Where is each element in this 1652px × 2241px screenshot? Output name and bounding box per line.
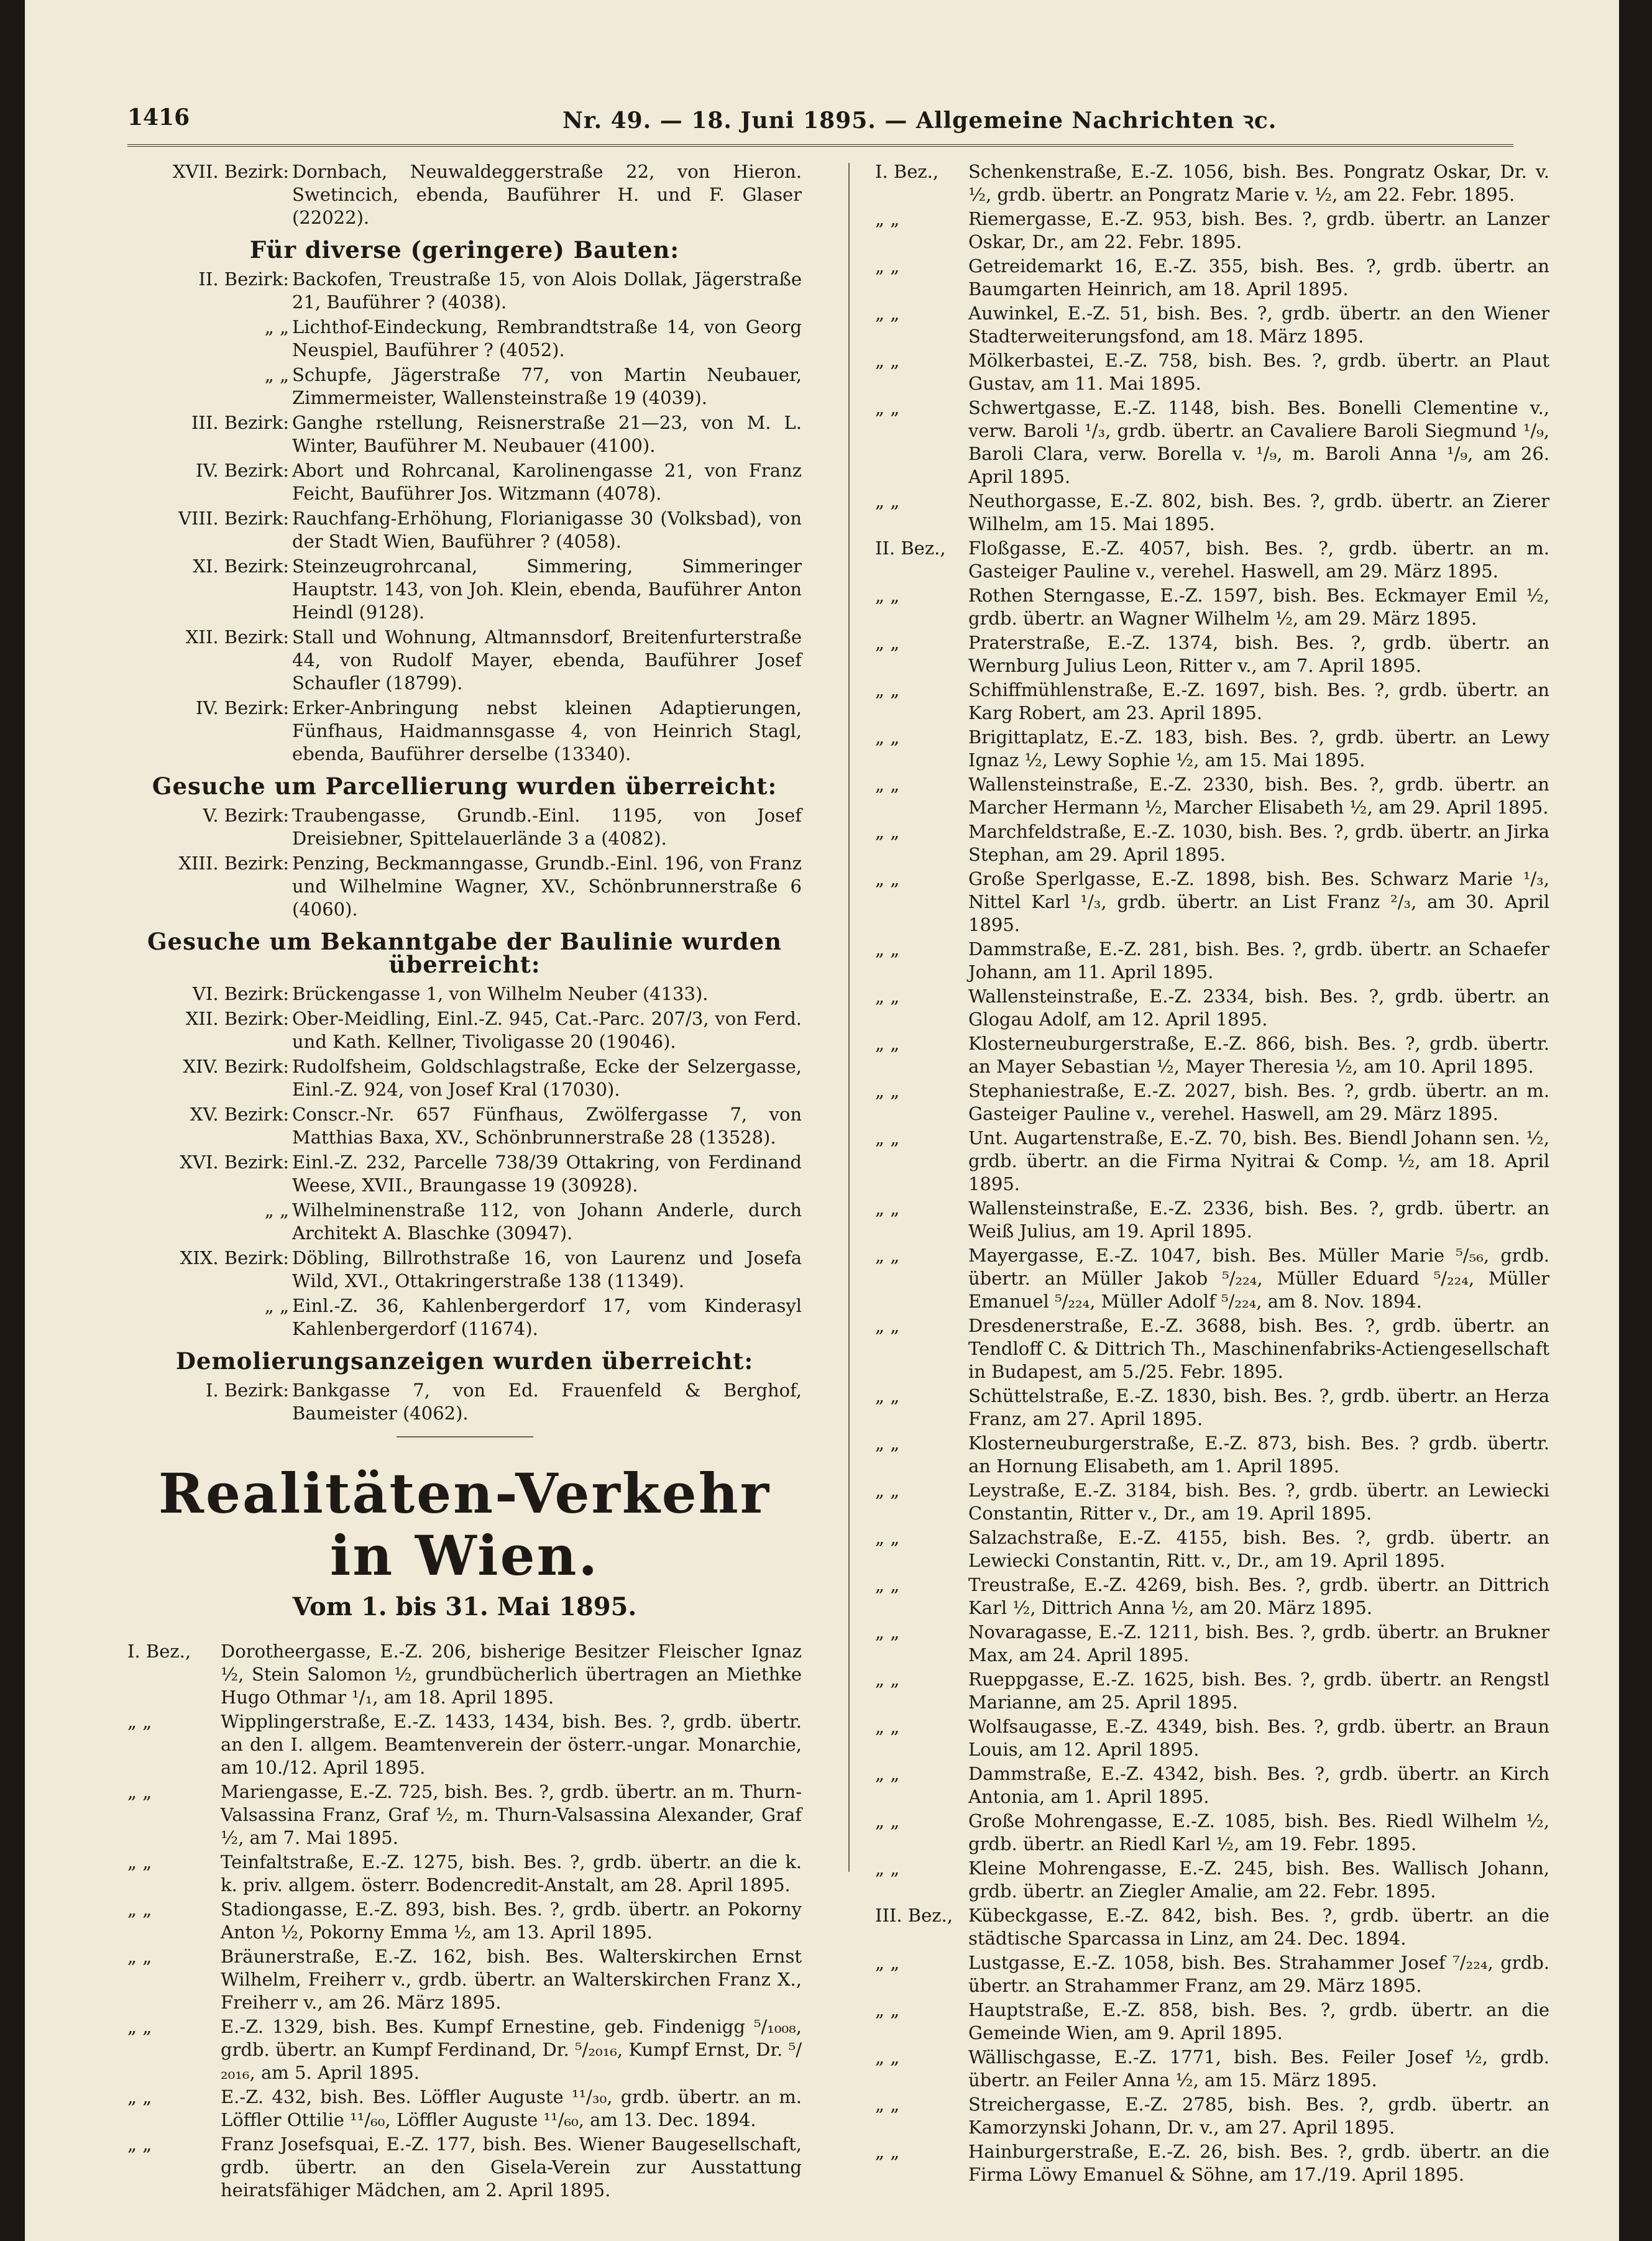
entry — [875, 1904, 1549, 1950]
entry-text: Erker-Anbringung nebst kleinen Adaptierungen, Fünfhaus, Haidmannsgasse 4, von Heinrich Stagl, ebenda, Bauführer derselbe (13340). — [292, 697, 802, 764]
entry-text: Döbling, Billrothstraße 16, von Laurenz und Josefa Wild, XVI., Ottakringerstraße 138 (11349). — [292, 1247, 802, 1291]
entry-text: Rudolfsheim, Goldschlagstraße, Ecke der Selzergasse, Einl.-Z. 924, von Josef Kral (17030). — [292, 1056, 802, 1100]
entry — [875, 1999, 1549, 2045]
entry-label: „ „ — [875, 1574, 900, 1595]
entry-label: XIX. Bezirk: — [180, 1247, 289, 1268]
section-heading-parcel: Gesuche um Parcellierung wurden überreicht: — [152, 772, 778, 800]
entry-text: Schenkenstraße, E.-Z. 1056, bish. Bes. Pongratz Oskar, Dr. v. ½, grdb. übertr. an Pongratz Marie v. ½, am 22. Febr. 1895. — [968, 161, 1549, 205]
entry — [127, 2133, 802, 2202]
entry-label: XVII. Bezirk: — [172, 161, 289, 182]
entry — [875, 1810, 1549, 1856]
entry-text: Riemergasse, E.-Z. 953, bish. Bes. ?, grdb. übertr. an Lanzer Oskar, Dr., am 22. Febr. 1895. — [968, 208, 1549, 252]
entry-text: Bräunerstraße, E.-Z. 162, bish. Bes. Walterskirchen Ernst Wilhelm, Freiherr v., grdb. übertr. an Walterskirchen Franz X., Freiherr v., am 26. März 1895. — [221, 1946, 802, 2013]
entry-label: „ „ — [875, 303, 900, 324]
entry-text: Mölkerbastei, E.-Z. 758, bish. Bes. ?, grdb. übertr. an Plaut Gustav, am 11. Mai 1895. — [968, 350, 1549, 394]
entry — [127, 507, 802, 553]
entry — [875, 1127, 1549, 1196]
entry-text: Wipplingerstraße, E.-Z. 1433, 1434, bish. Bes. ?, grdb. übertr. an den I. allgem. Beamtenverein der österr.-ungar. Monarchie, am 10./12. April 1895. — [221, 1711, 802, 1778]
entry — [875, 820, 1549, 866]
entry-text: Dresdenerstraße, E.-Z. 3688, bish. Bes. ?, grdb. übertr. an Tendloff C. & Dittrich Th., Maschinenfabriks-Actiengesellschaft in Budapest, am 5./25. Febr. 1895. — [968, 1315, 1549, 1382]
entry-label: „ „ — [127, 1711, 152, 1732]
entry-text: Steinzeugrohrcanal, Simmering, Simmeringer Hauptstr. 143, von Joh. Klein, ebenda, Bauführer Anton Heindl (9128). — [292, 556, 802, 623]
entry — [127, 2086, 802, 2132]
entry-text: Stadiongasse, E.-Z. 893, bish. Bes. ?, grdb. übertr. an Pokorny Anton ½, Pokorny Emma ½, am 13. April 1895. — [221, 1899, 802, 1943]
entry — [127, 983, 802, 1006]
entry-text: Stephaniestraße, E.-Z. 2027, bish. Bes. ?, grdb. übertr. an m. Gasteiger Pauline v., verehel. Haswell, am 29. März 1895. — [968, 1080, 1549, 1124]
entry-text: Große Sperlgasse, E.-Z. 1898, bish. Bes. Schwarz Marie ¹/₃, Nittel Karl ¹/₃, grdb. übertr. an List Franz ²/₃, am 30. April 1895. — [968, 868, 1549, 935]
entry-text: Große Mohrengasse, E.-Z. 1085, bish. Bes. Riedl Wilhelm ½, grdb. übertr. an Riedl Karl ½, am 19. Febr. 1895. — [968, 1810, 1549, 1854]
entry — [127, 459, 802, 505]
entry — [875, 938, 1549, 984]
entry-text: Unt. Augartenstraße, E.-Z. 70, bish. Bes. Biendl Johann sen. ½, grdb. übertr. an die Firma Nyitrai & Comp. ½, am 18. April 1895. — [968, 1127, 1549, 1194]
entry-label: „ „ — [875, 1669, 900, 1690]
entry-text: Rothen Sterngasse, E.-Z. 1597, bish. Bes. Eckmayer Emil ½, grdb. übertr. an Wagner Wilhelm ½, am 29. März 1895. — [968, 585, 1549, 629]
entry — [875, 208, 1549, 254]
entry-text: Wällischgasse, E.-Z. 1771, bish. Bes. Feiler Josef ½, grdb. übertr. an Feiler Anna ½, am 15. März 1895. — [968, 2046, 1549, 2091]
entry — [127, 1710, 802, 1779]
entry-label: „ „ — [875, 679, 900, 700]
entry — [127, 1007, 802, 1053]
entry-text: Einl.-Z. 36, Kahlenbergerdorf 17, vom Kinderasyl Kahlenbergerdorf (11674). — [292, 1295, 802, 1339]
entry — [875, 1621, 1549, 1667]
entry-label: „ „ — [875, 2141, 900, 2162]
entry — [127, 804, 802, 850]
entry — [875, 1574, 1549, 1620]
entry-label: „ „ — [127, 2086, 152, 2107]
entry — [127, 697, 802, 766]
entry — [875, 1762, 1549, 1808]
entry-label: II. Bezirk: — [198, 268, 289, 290]
entry-label: I. Bezirk: — [205, 1380, 289, 1401]
entry — [875, 2140, 1549, 2186]
entry-label: V. Bezirk: — [203, 805, 289, 826]
entry-label: „ „ — [875, 1245, 900, 1266]
entry-label: „ „ — [875, 397, 900, 418]
entry-label: „ „ — [875, 1315, 900, 1336]
entry — [127, 1851, 802, 1897]
entry-label: „ „ — [875, 726, 900, 748]
entry-text: Abort und Rohrcanal, Karolinengasse 21, von Franz Feicht, Bauführer Jos. Witzmann (4078). — [292, 460, 802, 504]
right-column — [875, 160, 1549, 2188]
entry — [875, 302, 1549, 348]
entry — [875, 349, 1549, 395]
entry — [875, 1385, 1549, 1431]
entry — [127, 555, 802, 624]
entry-label: „ „ — [875, 1858, 900, 1879]
entry-text: Salzachstraße, E.-Z. 4155, bish. Bes. ?, grdb. übertr. an Lewiecki Constantin, Ritt. v., Dr., am 19. April 1895. — [968, 1527, 1549, 1571]
entry-text: Traubengasse, Grundb.-Einl. 1195, von Josef Dreisiebner, Spittelauerlände 3 a (4082). — [292, 805, 802, 849]
entry-label: „ „ — [127, 1899, 152, 1920]
entry-label: VI. Bezirk: — [192, 983, 289, 1004]
entry — [127, 1103, 802, 1149]
entry-label: VIII. Bezirk: — [178, 508, 289, 529]
entry — [127, 316, 802, 362]
entry-label: „ „ — [875, 1127, 900, 1148]
entry-text: Wallensteinstraße, E.-Z. 2330, bish. Bes. ?, grdb. übertr. an Marcher Hermann ½, Marcher Elisabeth ½, am 29. April 1895. — [968, 774, 1549, 818]
entry — [127, 1199, 802, 1245]
entry-text: Wallensteinstraße, E.-Z. 2336, bish. Bes. ?, grdb. übertr. an Weiß Julius, am 19. April 1895. — [968, 1198, 1549, 1242]
entry-text: Rueppgasse, E.-Z. 1625, bish. Bes. ?, grdb. übertr. an Rengstl Marianne, am 25. April 1895. — [968, 1669, 1549, 1713]
entry-label: „ „ — [875, 1198, 900, 1219]
entry-text: Kleine Mohrengasse, E.-Z. 245, bish. Bes. Wallisch Johann, grdb. übertr. an Ziegler Amalie, am 22. Febr. 1895. — [968, 1858, 1549, 1902]
entry-label: „ „ — [127, 1781, 152, 1802]
entry — [875, 1314, 1549, 1383]
entry-text: Schupfe, Jägerstraße 77, von Martin Neubauer, Zimmermeister, Wallensteinstraße 19 (4039). — [292, 364, 802, 408]
entry-text: Brigittaplatz, E.-Z. 183, bish. Bes. ?, grdb. übertr. an Lewy Ignaz ½, Lewy Sophie ½, am 15. Mai 1895. — [968, 726, 1549, 771]
entry-text: Klosterneuburgerstraße, E.-Z. 873, bish. Bes. ? grdb. übertr. an Hornung Elisabeth, am 1. April 1895. — [968, 1432, 1549, 1477]
entry-label: III. Bezirk: — [191, 412, 289, 433]
entry-text: Hainburgerstraße, E.-Z. 26, bish. Bes. ?, grdb. übertr. an die Firma Löwy Emanuel & Söhne, am 17./19. April 1895. — [968, 2141, 1549, 2185]
entry — [127, 160, 802, 229]
entry-text: Wallensteinstraße, E.-Z. 2334, bish. Bes. ?, grdb. übertr. an Glogau Adolf, am 12. April 1895. — [968, 986, 1549, 1030]
entry-label: „ „ — [127, 1946, 152, 1967]
entry-text: Marchfeldstraße, E.-Z. 1030, bish. Bes. ?, grdb. übertr. an Jirka Stephan, am 29. April 1895. — [968, 821, 1549, 865]
entry-label: „ „ — [875, 1716, 900, 1737]
entry-label: „ „ — [127, 1851, 152, 1872]
demolition-list — [127, 1379, 802, 1425]
entry-text: Franz Josefsquai, E.-Z. 177, bish. Bes. Wiener Baugesellschaft, grdb. übertr. an den Gisela-Verein zur Ausstattung heiratsfähiger Mädchen, am 2. April 1895. — [221, 2133, 802, 2201]
entry-text: Rauchfang-Erhöhung, Florianigasse 30 (Volksbad), von der Stadt Wien, Bauführer ? (4058). — [292, 508, 802, 552]
entry — [875, 679, 1549, 725]
entry — [875, 490, 1549, 536]
entry — [875, 1432, 1549, 1478]
entry — [127, 1295, 802, 1340]
entry — [127, 1898, 802, 1944]
entry-text: Ober-Meidling, Einl.-Z. 945, Cat.-Parc. 207/3, von Ferd. und Kath. Kellner, Tivoligasse 20 (19046). — [292, 1008, 802, 1052]
entry-label: XIII. Bezirk: — [178, 853, 289, 874]
entry — [875, 985, 1549, 1031]
entry-text: Lichthof-Eindeckung, Rembrandtstraße 14, von Georg Neuspiel, Bauführer ? (4052). — [292, 316, 802, 360]
entry-label: II. Bez., — [875, 538, 946, 559]
entry — [127, 2015, 802, 2084]
page-header — [127, 101, 1513, 138]
entry-text: Conscr.-Nr. 657 Fünfhaus, Zwölfergasse 7, von Matthias Baxa, XV., Schönbrunnerstraße 28 (13528). — [292, 1104, 802, 1148]
entry-text: Wilhelminenstraße 112, von Johann Anderle, durch Architekt A. Blaschke (30947). — [292, 1199, 802, 1244]
entry — [127, 411, 802, 457]
entry-label: „ „ — [875, 1080, 900, 1101]
entry-text: Mayergasse, E.-Z. 1047, bish. Bes. Müller Marie ⁵/₅₆, grdb. übertr. an Müller Jakob ⁵/₂₂₄, Müller Eduard ⁵/₂₂₄, Müller Emanuel ⁵/₂₂₄, Müller Adolf ⁵/₂₂₄, am 8. Nov. 1894. — [968, 1245, 1549, 1312]
entry-label: III. Bez., — [875, 1905, 953, 1926]
entry-text: E.-Z. 432, bish. Bes. Löffler Auguste ¹¹/₃₀, grdb. übertr. an m. Löffler Ottilie ¹¹/₆₀, Löffler Auguste ¹¹/₆₀, am 13. Dec. 1894. — [221, 2086, 802, 2130]
entry-text: Brückengasse 1, von Wilhelm Neuber (4133). — [292, 983, 709, 1004]
entry-text: Leystraße, E.-Z. 3184, bish. Bes. ?, grdb. übertr. an Lewiecki Constantin, Ritter v., Dr., am 19. April 1895. — [968, 1480, 1549, 1524]
entry-text: Praterstraße, E.-Z. 1374, bish. Bes. ?, grdb. übertr. an Wernburg Julius Leon, Ritter v., am 7. April 1895. — [968, 632, 1549, 676]
entry — [875, 1526, 1549, 1572]
entry — [875, 726, 1549, 772]
entry-text: Mariengasse, E.-Z. 725, bish. Bes. ?, grdb. übertr. an m. Thurn-Valsassina Franz, Graf ½, m. Thurn-Valsassina Alexander, Graf ½, am 7. Mai 1895. — [221, 1781, 802, 1848]
entry — [875, 631, 1549, 677]
left-column — [127, 160, 802, 2203]
entry-text: Einl.-Z. 232, Parcelle 738/39 Ottakring, von Ferdinand Weese, XVII., Braungasse 19 (30928). — [292, 1152, 802, 1196]
entry-label: „ „ — [875, 1480, 900, 1501]
page-number: 1416 — [127, 104, 190, 131]
entry-label: XVI. Bezirk: — [180, 1152, 289, 1173]
entry-label: „ „ — [875, 774, 900, 795]
entry-text: Wolfsaugasse, E.-Z. 4349, bish. Bes. ?, grdb. übertr. an Braun Louis, am 12. April 1895. — [968, 1716, 1549, 1760]
entry-text: Bankgasse 7, von Ed. Frauenfeld & Berghof, Baumeister (4062). — [292, 1380, 802, 1424]
entry-label: „ „ — [875, 2046, 900, 2068]
entry-label: XIV. Bezirk: — [183, 1056, 289, 1077]
entry-label: „ „ — [875, 1432, 900, 1454]
entry-text: Streichergasse, E.-Z. 2785, bish. Bes. ?, grdb. übertr. an Kamorzynski Johann, Dr. v., am 27. April 1895. — [968, 2094, 1549, 2138]
entry-label: „ „ — [875, 2094, 900, 2115]
newspaper-page — [25, 0, 1619, 2241]
entry-label: „ „ — [875, 208, 900, 229]
entry-label: „ „ — [875, 632, 900, 653]
entry — [127, 1379, 802, 1425]
entry-label: I. Bez., — [127, 1641, 191, 1662]
entry-label: XV. Bezirk: — [190, 1104, 289, 1125]
entry — [875, 396, 1549, 488]
entry-text: Stall und Wohnung, Altmannsdorf, Breitenfurterstraße 44, von Rudolf Mayer, ebenda, Bauführer Josef Schaufler (18799). — [292, 626, 802, 694]
entry — [875, 2046, 1549, 2092]
entry-label: „ „ — [875, 1952, 900, 1973]
section-heading-demolition: Demolierungsanzeigen wurden überreicht: — [175, 1347, 754, 1375]
entry-text: Schwertgasse, E.-Z. 1148, bish. Bes. Bonelli Clementine v., verw. Baroli ¹/₃, grdb. übertr. an Cavaliere Baroli Siegmund ¹/₉, Baroli Clara, verw. Borella v. ¹/₉, m. Baroli Anna ¹/₉, am 26. April 1895. — [968, 397, 1549, 487]
entry-label: IV. Bezirk: — [196, 460, 289, 481]
entry-label: „ „ — [875, 1763, 900, 1784]
entry — [875, 537, 1549, 583]
bauline-list — [127, 983, 802, 1340]
entry-label: „ „ — [264, 1295, 289, 1316]
entry — [875, 1032, 1549, 1078]
entry-text: Getreidemarkt 16, E.-Z. 355, bish. Bes. ?, grdb. übertr. an Baumgarten Heinrich, am 18. April 1895. — [968, 255, 1549, 300]
entry-label: I. Bez., — [875, 161, 939, 182]
entry-text: Kübeckgasse, E.-Z. 842, bish. Bes. ?, grdb. übertr. an die städtische Sparcassa in Linz, am 24. Dec. 1894. — [968, 1905, 1549, 1949]
diverse-list — [127, 268, 802, 766]
entry-label: „ „ — [875, 821, 900, 842]
entry — [127, 1945, 802, 2014]
section-heading-bauline: Gesuche um Bekanntgabe der Baulinie wurden überreicht: — [147, 928, 782, 978]
sub-title: Vom 1. bis 31. Mai 1895. — [292, 1592, 637, 1621]
entry-text: Teinfaltstraße, E.-Z. 1275, bish. Bes. ?, grdb. übertr. an die k. k. priv. allgem. österr. Bodencredit-Anstalt, am 28. April 1895. — [221, 1851, 802, 1895]
entry-label: „ „ — [875, 255, 900, 277]
entry-text: Floßgasse, E.-Z. 4057, bish. Bes. ?, grdb. übertr. an m. Gasteiger Pauline v., verehel. Haswell, am 29. März 1895. — [968, 538, 1549, 582]
entry-label: „ „ — [875, 938, 900, 960]
entry-text: Hauptstraße, E.-Z. 858, bish. Bes. ?, grdb. übertr. an die Gemeinde Wien, am 9. April 1895. — [968, 1999, 1549, 2043]
running-title: Nr. 49. — 18. Juni 1895. — Allgemeine Nachrichten ꝛc. — [562, 108, 1277, 134]
entry-text: Treustraße, E.-Z. 4269, bish. Bes. ?, grdb. übertr. an Dittrich Karl ½, Dittrich Anna ½, am 20. März 1895. — [968, 1574, 1549, 1618]
entry-label: „ „ — [264, 1199, 289, 1221]
entry-label: „ „ — [875, 1385, 900, 1406]
entry-text: Klosterneuburgerstraße, E.-Z. 866, bish. Bes. ?, grdb. übertr. an Mayer Sebastian ½, Mayer Theresia ½, am 10. April 1895. — [968, 1033, 1549, 1077]
entry-text: Backofen, Treustraße 15, von Alois Dollak, Jägerstraße 21, Bauführer ? (4038). — [292, 268, 802, 313]
entry-text: Neuthorgasse, E.-Z. 802, bish. Bes. ?, grdb. übertr. an Zierer Wilhelm, am 15. Mai 1895. — [968, 490, 1549, 534]
entry — [875, 1244, 1549, 1313]
entry-label: „ „ — [875, 1999, 900, 2020]
top-entries — [127, 160, 802, 229]
entry — [127, 1151, 802, 1197]
entry — [875, 255, 1549, 301]
entry-text: Schüttelstraße, E.-Z. 1830, bish. Bes. ?, grdb. übertr. an Herza Franz, am 27. April 1895. — [968, 1385, 1549, 1429]
entry — [875, 584, 1549, 630]
entry-text: Lustgasse, E.-Z. 1058, bish. Bes. Strahammer Josef ⁷/₂₂₄, grdb. übertr. an Strahammer Franz, am 29. März 1895. — [968, 1952, 1549, 1996]
entry-text: Novaragasse, E.-Z. 1211, bish. Bes. ?, grdb. übertr. an Brukner Max, am 24. April 1895. — [968, 1621, 1549, 1666]
entry — [875, 1951, 1549, 1997]
entry-text: Ganghe rstellung, Reisnerstraße 21—23, von M. L. Winter, Bauführer M. Neubauer (4100). — [292, 412, 802, 456]
entry-label: XII. Bezirk: — [185, 626, 289, 648]
entry — [875, 160, 1549, 206]
entry-label: IV. Bezirk: — [196, 697, 289, 718]
column-divider — [848, 163, 850, 1872]
entry — [875, 1479, 1549, 1525]
entry-label: „ „ — [875, 1033, 900, 1054]
entry — [875, 773, 1549, 819]
entry-label: „ „ — [875, 490, 900, 511]
entry — [127, 268, 802, 314]
short-divider-rule — [397, 1436, 533, 1437]
entry-text: Dammstraße, E.-Z. 281, bish. Bes. ?, grdb. übertr. an Schaefer Johann, am 11. April 1895. — [968, 938, 1549, 983]
entry-text: Auwinkel, E.-Z. 51, bish. Bes. ?, grdb. übertr. an den Wiener Stadterweiterungsfond, am 18. März 1895. — [968, 303, 1549, 347]
entry — [875, 868, 1549, 937]
entry-label: „ „ — [875, 868, 900, 889]
entry — [127, 626, 802, 695]
entry-text: Dorotheergasse, E.-Z. 206, bisherige Besitzer Fleischer Ignaz ½, Stein Salomon ½, grundbücherlich übertragen an Miethke Hugo Othmar ¹/₁, am 18. April 1895. — [221, 1641, 802, 1708]
entry — [875, 1668, 1549, 1714]
entry — [875, 1079, 1549, 1125]
big-title: Realitäten-Verkehr in Wien. — [158, 1461, 771, 1588]
realitaeten-list — [127, 1640, 802, 2202]
entry-label: „ „ — [875, 350, 900, 371]
entry-label: „ „ — [264, 364, 289, 385]
entry-label: „ „ — [875, 986, 900, 1007]
entry-text: Dammstraße, E.-Z. 4342, bish. Bes. ?, grdb. übertr. an Kirch Antonia, am 1. April 1895. — [968, 1763, 1549, 1807]
entry — [875, 2093, 1549, 2139]
entry-text: Penzing, Beckmanngasse, Grundb.-Einl. 196, von Franz und Wilhelmine Wagner, XV., Schönbrunnerstraße 6 (4060). — [292, 853, 802, 920]
entry — [127, 1640, 802, 1709]
entry-label: „ „ — [127, 2016, 152, 2037]
entry-label: XI. Bezirk: — [193, 556, 289, 577]
entry-label: „ „ — [875, 1810, 900, 1831]
entry-label: „ „ — [875, 585, 900, 606]
entry — [127, 1055, 802, 1101]
entry-label: XII. Bezirk: — [185, 1008, 289, 1029]
section-heading-diverse: Für diverse (geringere) Bauten: — [249, 236, 680, 264]
entry-label: „ „ — [127, 2133, 152, 2155]
entry-label: „ „ — [875, 1621, 900, 1643]
entry — [127, 852, 802, 921]
entry-label: „ „ — [264, 316, 289, 337]
realitaeten-list-continued — [875, 160, 1549, 2186]
header-rule — [127, 144, 1513, 147]
entry — [127, 1247, 802, 1293]
entry — [127, 364, 802, 410]
entry-text: E.-Z. 1329, bish. Bes. Kumpf Ernestine, geb. Findenigg ⁵/₁₀₀₈, grdb. übertr. an Kumpf Ferdinand, Dr. ⁵/₂₀₁₆, Kumpf Ernst, Dr. ⁵/₂₀₁₆, am 5. April 1895. — [221, 2016, 802, 2083]
entry-text: Schiffmühlenstraße, E.-Z. 1697, bish. Bes. ?, grdb. übertr. an Karg Robert, am 23. April 1895. — [968, 679, 1549, 723]
entry — [875, 1715, 1549, 1761]
entry — [875, 1857, 1549, 1903]
entry — [875, 1197, 1549, 1243]
entry — [127, 1780, 802, 1849]
entry-label: „ „ — [875, 1527, 900, 1548]
parcel-list — [127, 804, 802, 921]
entry-text: Dornbach, Neuwaldeggerstraße 22, von Hieron. Swetincich, ebenda, Bauführer H. und F. Glaser (22022). — [292, 161, 802, 228]
